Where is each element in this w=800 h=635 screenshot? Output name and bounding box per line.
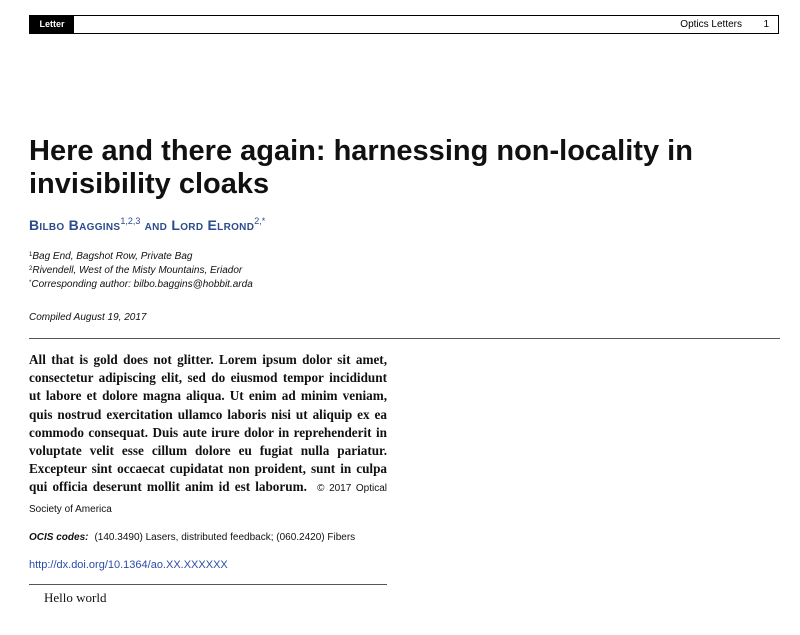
ocis-label: OCIS codes:: [29, 532, 89, 543]
author-affiliation-marks: 2,*: [254, 216, 266, 226]
article-type-tag: Letter: [30, 16, 74, 33]
ocis-code-list: (140.3490) Lasers, distributed feedback; (060.2420) Fibers: [94, 532, 356, 543]
affiliation-line: [29, 278, 253, 292]
body-text: Hello world: [44, 590, 107, 605]
author-conjunction: and: [144, 217, 168, 233]
affiliation-mark: *: [29, 280, 32, 286]
divider: [29, 584, 387, 585]
author-list: [29, 217, 265, 233]
affiliation-mark: 2: [29, 266, 33, 272]
affiliation-line: [29, 264, 253, 278]
affiliation-text: Bag End, Bagshot Row, Private Bag: [32, 251, 193, 262]
affiliation-text: Corresponding author: bilbo.baggins@hobbit.arda: [31, 279, 253, 290]
affiliations: [29, 250, 253, 292]
running-header: [29, 15, 779, 34]
affiliation-mark: 1: [29, 252, 33, 258]
copyright-notice: © 2017 Optical Society of America: [29, 483, 388, 515]
abstract-text: All that is gold does not glitter. Lorem ipsum dolor sit amet, consectetur adipiscing elit, sed do eiusmod tempor incididunt ut labore et dolore magna aliqua. Ut enim ad minim veniam, quis nostrud exercitation ullamco laboris nisi ut aliquip ex ea commodo consequat. Duis aute irure dolor in reprehenderit in voluptate velit esse cillum dolore eu fugiat nulla pariatur. Excepteur sint occaecat cupidatat non proident, sunt in culpa qui officia deserunt mollit anim id est laborum.: [29, 352, 387, 495]
page-number: 1: [763, 19, 769, 30]
divider: [29, 338, 780, 339]
journal-name: Optics Letters: [680, 19, 742, 30]
affiliation-line: [29, 250, 253, 264]
author-name: Lord Elrond: [171, 217, 255, 233]
author-name: Bilbo Baggins: [29, 217, 121, 233]
affiliation-text: Rivendell, West of the Misty Mountains, Eriador: [32, 265, 243, 276]
compiled-date: Compiled August 19, 2017: [29, 312, 147, 323]
author-affiliation-marks: 1,2,3: [120, 216, 141, 226]
abstract: [29, 351, 387, 519]
paper-title: Here and there again: harnessing non-locality in invisibility cloaks: [29, 135, 693, 200]
ocis-codes: [29, 532, 355, 543]
doi-link[interactable]: http://dx.doi.org/10.1364/ao.XX.XXXXXX: [29, 559, 228, 571]
